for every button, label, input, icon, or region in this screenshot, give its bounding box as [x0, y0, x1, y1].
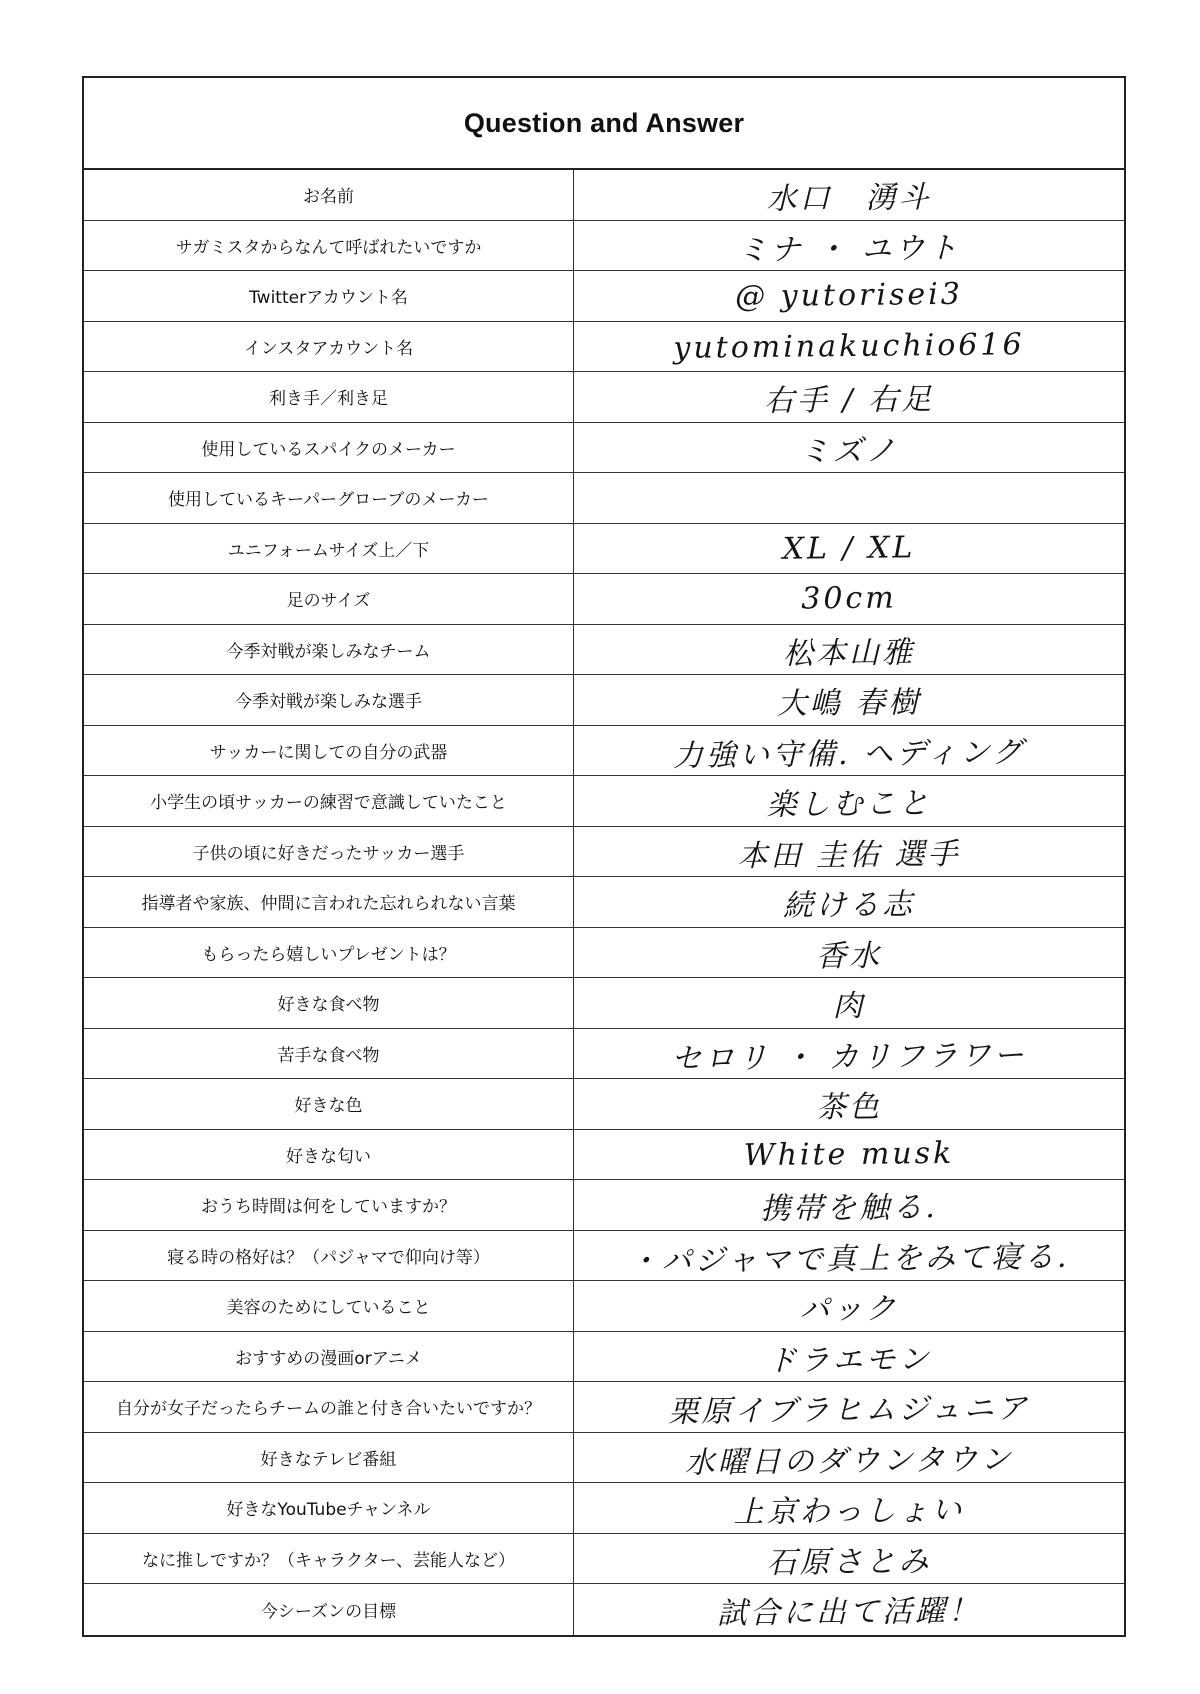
- answer-cell: 試合に出て活躍！: [716, 1593, 982, 1632]
- table-row: [84, 1029, 1124, 1080]
- question-cell: 子供の頃に好きだったサッカー選手: [84, 827, 574, 877]
- table-row: [84, 776, 1124, 827]
- table-row: [84, 978, 1124, 1029]
- table-row: [84, 928, 1124, 979]
- question-cell: 使用しているキーパーグローブのメーカー: [84, 473, 574, 523]
- question-cell: 今シーズンの目標: [84, 1584, 574, 1635]
- question-cell: Twitterアカウント名: [84, 271, 574, 321]
- answer-cell: White musk: [743, 1135, 955, 1173]
- table-row: [84, 372, 1124, 423]
- answer-cell: 水口 湧斗: [766, 179, 932, 217]
- answer-cell: ・パジャマで真上をみて寝る.: [628, 1238, 1070, 1279]
- question-cell: 小学生の頃サッカーの練習で意識していたこと: [84, 776, 574, 826]
- answer-cell: 右手 / 右足: [763, 381, 935, 419]
- answer-cell: @ yutorisei3: [734, 277, 964, 315]
- question-cell: 苦手な食べ物: [84, 1029, 574, 1079]
- table-row: [84, 1130, 1124, 1181]
- answer-cell: 携帯を触る.: [760, 1189, 938, 1227]
- question-cell: 美容のためにしていること: [84, 1281, 574, 1331]
- question-cell: 好きな色: [84, 1079, 574, 1129]
- answer-cell: yutominakuchio616: [673, 326, 1025, 366]
- answer-cell: 力強い守備. ヘディング: [672, 734, 1026, 774]
- table-row: [84, 625, 1124, 676]
- question-cell: なに推しですか？（キャラクター、芸能人など）: [84, 1534, 574, 1584]
- question-cell: 使用しているスパイクのメーカー: [84, 423, 574, 473]
- question-cell: おすすめの漫画orアニメ: [84, 1332, 574, 1382]
- answer-cell: 栗原イブラヒムジュニア: [668, 1390, 1030, 1430]
- answer-cell: 香水: [815, 937, 883, 974]
- table-row: [84, 827, 1124, 878]
- question-cell: もらったら嬉しいプレゼントは？: [84, 928, 574, 978]
- table-row: [84, 1281, 1124, 1332]
- answer-cell: ドラエモン: [766, 1341, 932, 1379]
- question-cell: 今季対戦が楽しみな選手: [84, 675, 574, 725]
- table-row: [84, 726, 1124, 777]
- table-row: [84, 170, 1124, 221]
- question-cell: サガミスタからなんて呼ばれたいですか: [84, 221, 574, 271]
- table-row: [84, 1483, 1124, 1534]
- table-row: [84, 1534, 1124, 1585]
- table-row: [84, 271, 1124, 322]
- question-cell: ユニフォームサイズ上／下: [84, 524, 574, 574]
- answer-cell: 肉: [832, 988, 866, 1024]
- answer-cell: パック: [799, 1291, 899, 1328]
- question-cell: 好きな食べ物: [84, 978, 574, 1028]
- answer-cell: 楽しむこと: [766, 785, 932, 823]
- answer-cell: 30cm: [801, 580, 897, 617]
- answer-cell: 上京わっしょい: [733, 1492, 965, 1530]
- qa-sheet: [82, 76, 1126, 1637]
- qa-table: [84, 170, 1124, 1635]
- table-row: [84, 1382, 1124, 1433]
- question-cell: 寝る時の格好は？（パジャマで仰向け等）: [84, 1231, 574, 1281]
- table-row: [84, 877, 1124, 928]
- question-cell: 指導者や家族、仲間に言われた忘れられない言葉: [84, 877, 574, 927]
- table-row: [84, 675, 1124, 726]
- table-row: [84, 423, 1124, 474]
- answer-cell: 続ける志: [782, 887, 916, 924]
- question-cell: サッカーに関しての自分の武器: [84, 726, 574, 776]
- answer-cell: ミズノ: [799, 432, 899, 469]
- answer-cell: 石原さとみ: [766, 1543, 932, 1581]
- question-cell: 自分が女子だったらチームの誰と付き合いたいですか？: [84, 1382, 574, 1432]
- answer-cell: ミナ ・ ユウト: [737, 230, 961, 268]
- table-row: [84, 1079, 1124, 1130]
- question-cell: 今季対戦が楽しみなチーム: [84, 625, 574, 675]
- answer-cell: XL / XL: [782, 530, 916, 567]
- question-cell: 好きな匂い: [84, 1130, 574, 1180]
- answer-cell: 水曜日のダウンタウン: [684, 1441, 1014, 1480]
- table-row: [84, 221, 1124, 272]
- table-row: [84, 1433, 1124, 1484]
- question-cell: 利き手／利き足: [84, 372, 574, 422]
- answer-cell: 大嶋 春樹: [776, 684, 922, 722]
- question-cell: インスタアカウント名: [84, 322, 574, 372]
- question-cell: お名前: [84, 170, 574, 220]
- table-row: [84, 574, 1124, 625]
- answer-cell: 本田 圭佑 選手: [737, 836, 961, 874]
- question-cell: 足のサイズ: [84, 574, 574, 624]
- answer-cell: 松本山雅: [782, 634, 916, 671]
- table-row: [84, 1180, 1124, 1231]
- answer-cell: [574, 470, 1124, 525]
- question-cell: おうち時間は何をしていますか？: [84, 1180, 574, 1230]
- table-row: [84, 1231, 1124, 1282]
- question-cell: 好きなYouTubeチャンネル: [84, 1483, 574, 1533]
- table-row: [84, 524, 1124, 575]
- table-row: [84, 322, 1124, 373]
- table-row: [84, 1584, 1124, 1635]
- question-cell: 好きなテレビ番組: [84, 1433, 574, 1483]
- table-row: [84, 1332, 1124, 1383]
- sheet-title: Question and Answer: [84, 78, 1124, 170]
- answer-cell: セロリ ・ カリフラワー: [671, 1037, 1027, 1077]
- table-row: [84, 473, 1124, 524]
- answer-cell: 茶色: [815, 1089, 883, 1126]
